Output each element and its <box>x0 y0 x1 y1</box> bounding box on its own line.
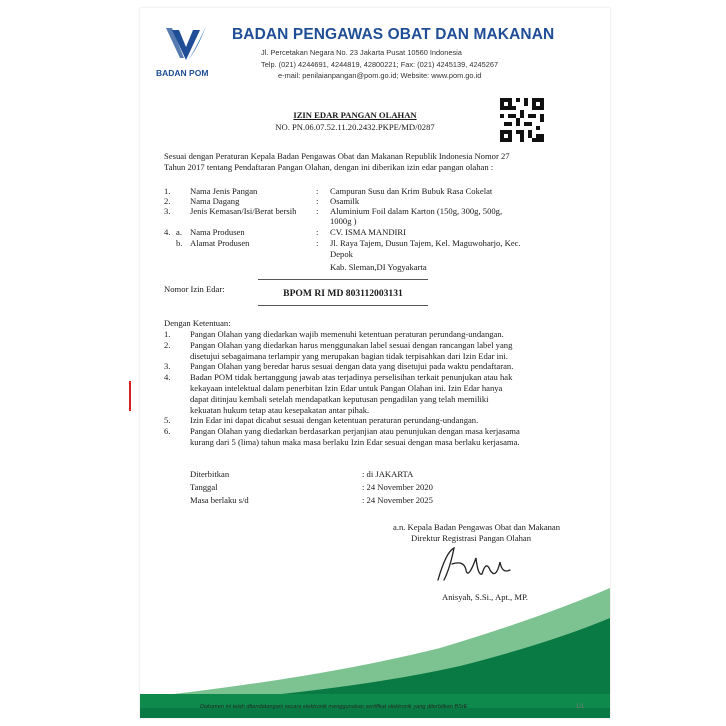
agency-phone: Telp. (021) 4244691, 4244819, 42800221; Fax: (021) 4245139, 4245267 <box>261 60 499 69</box>
condition-text: Pangan Olahan yang diedarkan wajib memenuhi ketentuan peraturan perundang-undangan. <box>190 329 504 339</box>
detail-value: CV. ISMA MANDIRI <box>330 227 407 237</box>
detail-label: Nama Jenis Pangan <box>190 186 258 196</box>
detail-value: Kab. Sleman,DI Yogyakarta <box>330 262 427 272</box>
page-indicator: 1/1 <box>576 704 585 710</box>
signatory-position: Direktur Registrasi Pangan Olahan <box>411 533 532 543</box>
detail-value: Jl. Raya Tajem, Dusun Tajem, Kel. Maguwoharjo, Kec. <box>330 238 521 248</box>
issued-value: : di JAKARTA <box>362 469 414 479</box>
condition-text: kekayaan intelektual dalam penerbitan Izin Edar untuk Pangan Olahan ini. Izin Edar hanya <box>190 383 503 393</box>
permit-number: BPOM RI MD 803112003131 <box>283 288 403 299</box>
condition-number: 5. <box>164 415 171 426</box>
detail-value: Osamilk <box>330 196 360 206</box>
signatory-name: Anisyah, S.Si., Apt., MP. <box>442 592 528 602</box>
condition-text: kurang dari 5 (lima) tahun maka masa berlaku Izin Edar sesuai dengan masa berlaku kerjasama. <box>190 437 520 447</box>
condition-number: 6. <box>164 426 171 437</box>
condition-text: Pangan Olahan yang diedarkan harus menggunakan label sesuai dengan rancangan label yang <box>190 339 513 350</box>
detail-value: Aluminium Foil dalam Karton (150g, 300g, 500g, <box>330 206 503 216</box>
detail-value: Depok <box>330 249 353 259</box>
permit-rule-bottom <box>258 305 428 306</box>
detail-value: 1000g ) <box>330 216 357 226</box>
valid-until-label: Masa berlaku s/d <box>190 495 249 505</box>
date-label: Tanggal <box>190 482 218 492</box>
intro-line-2: Tahun 2017 tentang Pendaftaran Pangan Olahan, dengan ini diberikan izin edar pangan olahan : <box>164 162 494 172</box>
detail-label: Jenis Kemasan/Isi/Berat bersih <box>190 206 297 216</box>
condition-text: Izin Edar ini dapat dicabut sesuai dengan ketentuan peraturan perundang-undangan. <box>190 415 479 426</box>
detail-label: Nama Dagang <box>190 196 240 206</box>
document-page: BADAN POM BADAN PENGAWAS OBAT DAN MAKANAN Jl. Percetakan Negara No. 23 Jakarta Pusat 10560 Indonesia Telp. (021) 4244691, 4244819, 42800221; Fax: (021) 4245139, 4245267 e-mail: penilaianpangan@pom.go.id; Website: www.pom.go.id IZIN EDAR PANGAN OLAHAN NO. PN.06.07.52.11.20.2432.PKPE/MD/0287 Sesuai dengan Peraturan Kepala Badan Pengawas Obat dan Makanan Republik Indonesia Nomor 27 Tahun 2017 tentang Pendaftaran Pangan Olahan, dengan ini diberikan izin edar pangan olahan : 1. Nama Jenis Pangan : Campuran Susu dan Krim Bubuk Rasa Cokelat 2. Nama Dagang : Osamilk 3. Jenis Kemasan/Isi/Berat bersih : Aluminium Foil dalam Karton (150g, 300g, 500g, 1000g ) 4. a. Nama Produsen : CV. ISMA MANDIRI b. Alamat Produsen : Jl. Raya Tajem, Dusun Tajem, Kel. Maguwoharjo, Kec. Depok Kab. Sleman,DI Yogyakarta Nomor Izin Edar: BPOM RI MD 803112003131 Dengan Ketentuan: 1. Pangan Olahan yang diedarkan wajib memenuhi ketentuan peraturan perundang-undangan. 2. Pangan Olahan yang diedarkan harus menggunakan label sesuai dengan rancangan label yang disetujui sebagaimana terlampir yang merupakan bagian tidak terpisahkan dari Izin Edar ini. 3. Pangan Olahan yang beredar harus sesuai dengan data yang disetujui pada waktu pendaftaran. 4. Badan POM tidak bertanggung jawab atas terjadinya perselisihan terkait penunjukan atau hak kekayaan intelektual dalam penerbitan Izin Edar untuk Pangan Olahan ini. Izin Edar hanya dapat ditinjau kembali setelah mendapatkan keputusan pengadilan yang telah memiliki kekuatan hukum tetap atau kesepakatan antar pihak. 5. Izin Edar ini dapat dicabut sesuai dengan ketentuan peraturan perundang-undangan. 6. Pangan Olahan yang diedarkan berdasarkan perjanjian atau penunjukan dengan masa kerjasama kurang dari 5 (lima) tahun maka masa berlaku Izin Edar sesuai dengan masa berlaku kerjasama. Diterbitkan : di JAKARTA Tanggal : 24 November 2020 Masa berlaku s/d : 24 November 2025 a.n. Kepala Badan Pengawas Obat dan Makanan Direktur Registrasi Pangan Olahan Anisyah, S.Si., Apt., MP. Dokumen ini telah ditandatangani secara elektronik menggunakan sertifikat elektronik yang diterbitkan BSrE 1/1 <box>140 8 610 718</box>
condition-text: dapat ditinjau kembali setelah mendapatkan keputusan pengadilan yang telah memiliki <box>190 393 489 404</box>
detail-label: Alamat Produsen <box>190 238 250 248</box>
red-margin-mark <box>129 381 131 411</box>
bpom-logo-icon <box>162 20 210 66</box>
condition-text: Badan POM tidak bertanggung jawab atas terjadinya perselisihan terkait penunjukan atau hak <box>190 372 513 383</box>
intro-line-1: Sesuai dengan Peraturan Kepala Badan Pengawas Obat dan Makanan Republik Indonesia Nomor 27 <box>164 151 510 161</box>
conditions-heading: Dengan Ketentuan: <box>164 318 231 328</box>
condition-number: 4. <box>164 372 171 383</box>
detail-label: Nama Produsen <box>190 227 245 237</box>
permit-label: Nomor Izin Edar: <box>164 284 225 294</box>
condition-text: Pangan Olahan yang diedarkan berdasarkan perjanjian atau penunjukan dengan masa kerjasama <box>190 426 520 437</box>
issued-label: Diterbitkan <box>190 469 230 479</box>
condition-number: 3. <box>164 361 171 372</box>
agency-address: Jl. Percetakan Negara No. 23 Jakarta Pusat 10560 Indonesia <box>261 48 462 57</box>
condition-text: Pangan Olahan yang beredar harus sesuai dengan data yang disetujui pada waktu pendaftaran. <box>190 361 514 372</box>
valid-until-value: : 24 November 2025 <box>362 495 433 505</box>
condition-text: disetujui sebagaimana terlampir yang merupakan bagian tidak terpisahkan dari Izin Edar ini. <box>190 350 508 361</box>
signatory-title: a.n. Kepala Badan Pengawas Obat dan Makanan <box>393 522 561 532</box>
detail-value: Campuran Susu dan Krim Bubuk Rasa Cokelat <box>330 186 493 196</box>
agency-name: BADAN PENGAWAS OBAT DAN MAKANAN <box>232 26 555 43</box>
footer-note: Dokumen ini telah ditandatangani secara elektronik menggunakan sertifikat elektronik yang diterbitkan BSrE <box>200 704 468 710</box>
date-value: : 24 November 2020 <box>362 482 433 492</box>
document-title: IZIN EDAR PANGAN OLAHAN <box>293 110 417 120</box>
condition-text: kekuatan hukum tetap atau kesepakatan antar pihak. <box>190 404 370 415</box>
document-number: NO. PN.06.07.52.11.20.2432.PKPE/MD/0287 <box>275 122 435 132</box>
agency-email: e-mail: penilaianpangan@pom.go.id; Website: www.pom.go.id <box>278 71 482 80</box>
condition-number: 2. <box>164 339 171 350</box>
condition-number: 1. <box>164 329 171 339</box>
footer-wave-decoration <box>140 578 610 718</box>
logo-text: BADAN POM <box>156 68 209 78</box>
permit-rule-top <box>258 279 428 280</box>
